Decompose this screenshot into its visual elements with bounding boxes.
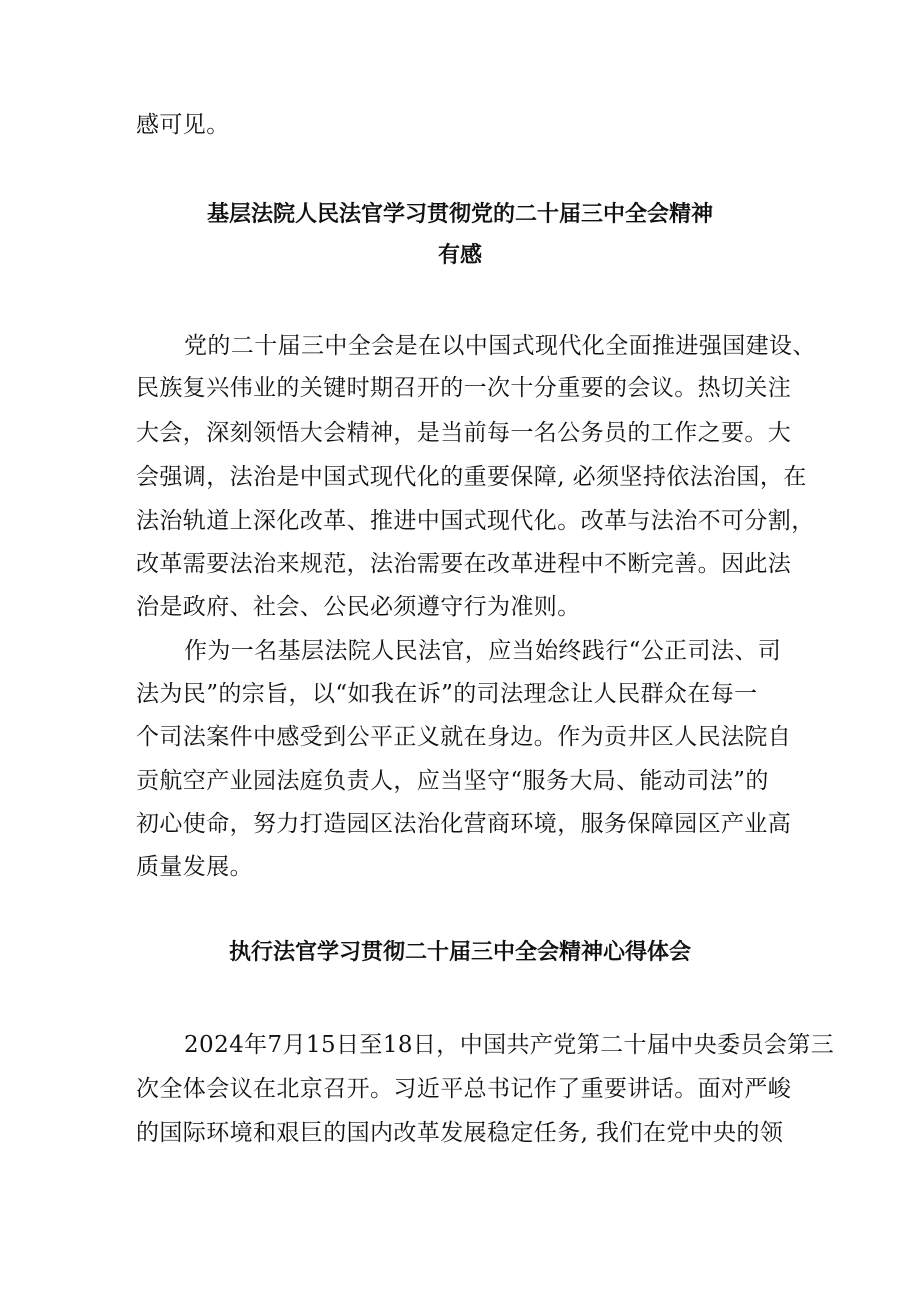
s1-p1-line-7: 治是政府、社会、公民必须遵守行为准则。 [136, 594, 581, 620]
intro-tail-text: 感可见。 [136, 112, 230, 138]
section2-title: 执行法官学习贯彻二十届三中全会精神心得体会 [228, 940, 691, 965]
s1-p2-line-5: 初心使命，努力打造园区法治化营商环境，服务保障园区产业高 [136, 811, 792, 837]
s1-p2-line-2: 法为民”的宗旨，以“如我在诉”的司法理念让人民群众在每一 [136, 681, 758, 707]
section1-title-line1: 基层法院人民法官学习贯彻党的二十届三中全会精神 [206, 202, 713, 227]
s1-p1-line-4: 会强调，法治是中国式现代化的重要保障, 必须坚持依法治国，在 [136, 464, 807, 490]
s1-p2-line-1: 作为一名基层法院人民法官，应当始终践行“公正司法、司 [184, 638, 782, 664]
s1-p2-line-6: 质量发展。 [136, 854, 253, 880]
s1-p1-line-6: 改革需要法治来规范，法治需要在改革进程中不断完善。因此法 [136, 551, 792, 577]
s2-p1-line-3: 的国际环境和艰巨的国内改革发展稳定任务, 我们在党中央的领 [136, 1120, 784, 1146]
section1-title-line2: 有感 [437, 243, 482, 268]
s1-p2-line-4: 贡航空产业园法庭负责人，应当坚守“服务大局、能动司法”的 [136, 768, 769, 794]
s1-p1-line-3: 大会，深刻领悟大会精神，是当前每一名公务员的工作之要。大 [136, 420, 792, 446]
s2-p1-line-2: 次全体会议在北京召开。习近平总书记作了重要讲话。面对严峻 [136, 1076, 792, 1102]
s1-p1-line-2: 民族复兴伟业的关键时期召开的一次十分重要的会议。热切关注 [136, 375, 792, 401]
s1-p1-line-5: 法治轨道上深化改革、推进中国式现代化。改革与法治不可分割， [136, 508, 815, 534]
s1-p2-line-3: 个司法案件中感受到公平正义就在身边。作为贡井区人民法院自 [136, 724, 792, 750]
s1-p1-line-1: 党的二十届三中全会是在以中国式现代化全面推进强国建设、 [184, 333, 816, 359]
s2-p1-line-1: 2024年7月15日至18日，中国共产党第二十届中央委员会第三 [184, 1032, 835, 1058]
